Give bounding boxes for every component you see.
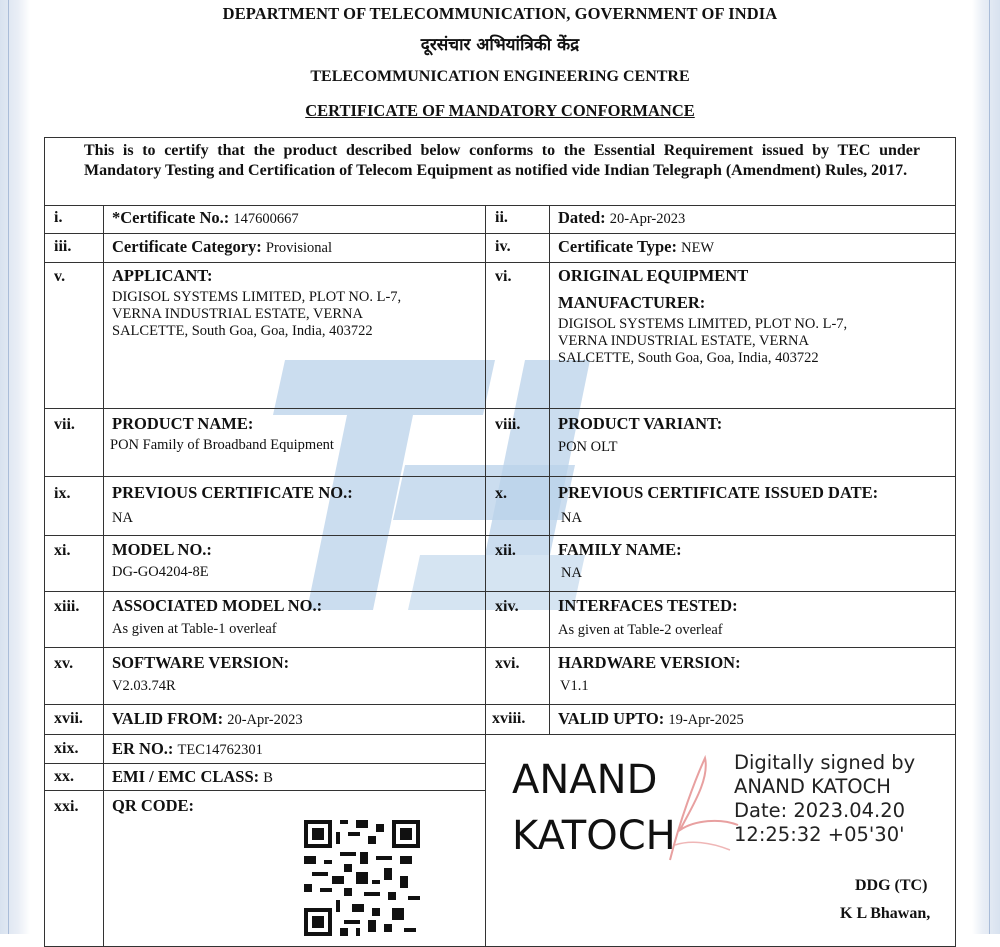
certificate-category-field: Certificate Category: Provisional bbox=[112, 237, 332, 256]
row-num-xvii: xvii. bbox=[54, 710, 83, 727]
digital-signature-line: Date: 2023.04.20 bbox=[734, 799, 906, 822]
applicant-address-line: VERNA INDUSTRIAL ESTATE, VERNA bbox=[112, 306, 363, 322]
signer-name-large-2: KATOCH bbox=[512, 813, 676, 859]
previous-certificate-no-value: NA bbox=[112, 510, 133, 526]
row-num-xvi: xvi. bbox=[495, 655, 520, 672]
software-version-label: SOFTWARE VERSION: bbox=[112, 653, 290, 672]
tec-heading: TELECOMMUNICATION ENGINEERING CENTRE bbox=[310, 68, 690, 85]
valid-from-value: 20-Apr-2023 bbox=[227, 712, 303, 728]
dated-field: Dated: 20-Apr-2023 bbox=[558, 208, 686, 227]
model-no-label: MODEL NO.: bbox=[112, 540, 212, 559]
emi-emc-class-value: B bbox=[263, 770, 273, 786]
qr-code-image[interactable] bbox=[304, 820, 420, 936]
previous-certificate-date-label: PREVIOUS CERTIFICATE ISSUED DATE: bbox=[558, 483, 879, 502]
interfaces-tested-value: As given at Table-2 overleaf bbox=[558, 622, 723, 638]
previous-certificate-date-value: NA bbox=[561, 510, 582, 526]
product-variant-label: PRODUCT VARIANT: bbox=[558, 414, 723, 433]
certificate-no-value: 147600667 bbox=[233, 211, 299, 227]
previous-certificate-no-label: PREVIOUS CERTIFICATE NO.: bbox=[112, 483, 353, 502]
model-no-value: DG-GO4204-8E bbox=[112, 564, 209, 580]
row-num-iii: iii. bbox=[54, 238, 72, 255]
certificate-type-field: Certificate Type: NEW bbox=[558, 237, 715, 256]
digital-signature-details bbox=[734, 751, 915, 847]
page-edge-right bbox=[972, 0, 1000, 934]
digital-signature-line: Digitally signed by bbox=[734, 751, 916, 774]
row-num-xii: xii. bbox=[495, 542, 516, 559]
er-no-value: TEC14762301 bbox=[177, 742, 263, 758]
valid-upto-value: 19-Apr-2025 bbox=[668, 712, 744, 728]
product-variant-value: PON OLT bbox=[558, 439, 618, 455]
hindi-heading: दूरसंचार अभियांत्रिकी केंद्र bbox=[420, 35, 580, 55]
signer-name-large: ANAND bbox=[512, 757, 658, 803]
certificate-no-field: *Certificate No.: 147600667 bbox=[112, 208, 299, 227]
row-num-i: i. bbox=[54, 209, 63, 226]
office-address: K L Bhawan, bbox=[840, 905, 931, 922]
valid-from-field: VALID FROM: 20-Apr-2023 bbox=[112, 709, 303, 728]
row-num-ix: ix. bbox=[54, 485, 71, 502]
product-name-label: PRODUCT NAME: bbox=[112, 414, 254, 433]
interfaces-tested-label: INTERFACES TESTED: bbox=[558, 596, 738, 615]
applicant-label: APPLICANT: bbox=[112, 266, 213, 285]
oem-label-cont: MANUFACTURER: bbox=[558, 293, 706, 312]
row-num-xviii: xviii. bbox=[492, 710, 526, 727]
family-name-value: NA bbox=[561, 565, 582, 581]
oem-address-line: DIGISOL SYSTEMS LIMITED, PLOT NO. L-7, bbox=[558, 316, 848, 332]
row-num-iv: iv. bbox=[495, 238, 511, 255]
certification-statement: This is to certify that the product described below conforms to the Essential Requirement issued by TEC under Mandatory Testing and Certification of Telecom Equipment as notified vide Indian Telegraph (Amendment) Rules, 2017. bbox=[84, 142, 920, 179]
row-num-vii: vii. bbox=[54, 416, 75, 433]
row-num-xi: xi. bbox=[54, 542, 71, 559]
oem-label: ORIGINAL EQUIPMENT bbox=[558, 266, 749, 285]
er-no-field: ER NO.: TEC14762301 bbox=[112, 739, 263, 758]
oem-address-line: VERNA INDUSTRIAL ESTATE, VERNA bbox=[558, 333, 809, 349]
row-num-x: x. bbox=[495, 485, 507, 502]
oem-address-line: SALCETTE, South Goa, Goa, India, 403722 bbox=[558, 350, 819, 366]
hardware-version-value: V1.1 bbox=[560, 678, 589, 694]
page-edge-left bbox=[0, 0, 30, 934]
certificate-category-value: Provisional bbox=[265, 240, 332, 256]
row-num-xiv: xiv. bbox=[495, 598, 519, 615]
family-name-label: FAMILY NAME: bbox=[558, 540, 682, 559]
designation: DDG (TC) bbox=[855, 877, 928, 894]
row-num-vi: vi. bbox=[495, 268, 512, 285]
hardware-version-label: HARDWARE VERSION: bbox=[558, 653, 741, 672]
digital-signature-line: ANAND KATOCH bbox=[734, 775, 891, 798]
row-num-xix: xix. bbox=[54, 740, 79, 757]
certificate-title: CERTIFICATE OF MANDATORY CONFORMANCE bbox=[305, 101, 695, 120]
product-name-value: PON Family of Broadband Equipment bbox=[110, 437, 334, 453]
dated-value: 20-Apr-2023 bbox=[609, 211, 686, 227]
row-num-xv: xv. bbox=[54, 655, 74, 672]
software-version-value: V2.03.74R bbox=[112, 678, 176, 694]
row-num-viii: viii. bbox=[495, 416, 521, 433]
row-num-v: v. bbox=[54, 268, 66, 285]
valid-upto-field: VALID UPTO: 19-Apr-2025 bbox=[558, 709, 744, 728]
associated-model-label: ASSOCIATED MODEL NO.: bbox=[112, 596, 323, 615]
certificate-type-value: NEW bbox=[681, 240, 715, 256]
digital-signature-line: 12:25:32 +05'30' bbox=[734, 823, 905, 846]
department-heading: DEPARTMENT OF TELECOMMUNICATION, GOVERNMENT OF INDIA bbox=[222, 4, 778, 23]
row-num-ii: ii. bbox=[495, 209, 508, 226]
row-num-xx: xx. bbox=[54, 768, 74, 785]
applicant-address-line: DIGISOL SYSTEMS LIMITED, PLOT NO. L-7, bbox=[112, 289, 402, 305]
associated-model-value: As given at Table-1 overleaf bbox=[112, 621, 277, 637]
applicant-address-line: SALCETTE, South Goa, Goa, India, 403722 bbox=[112, 323, 373, 339]
emi-emc-class-field: EMI / EMC CLASS: B bbox=[112, 767, 273, 786]
row-num-xxi: xxi. bbox=[54, 798, 79, 815]
row-num-xiii: xiii. bbox=[54, 598, 80, 615]
qr-code-label: QR CODE: bbox=[112, 796, 195, 815]
